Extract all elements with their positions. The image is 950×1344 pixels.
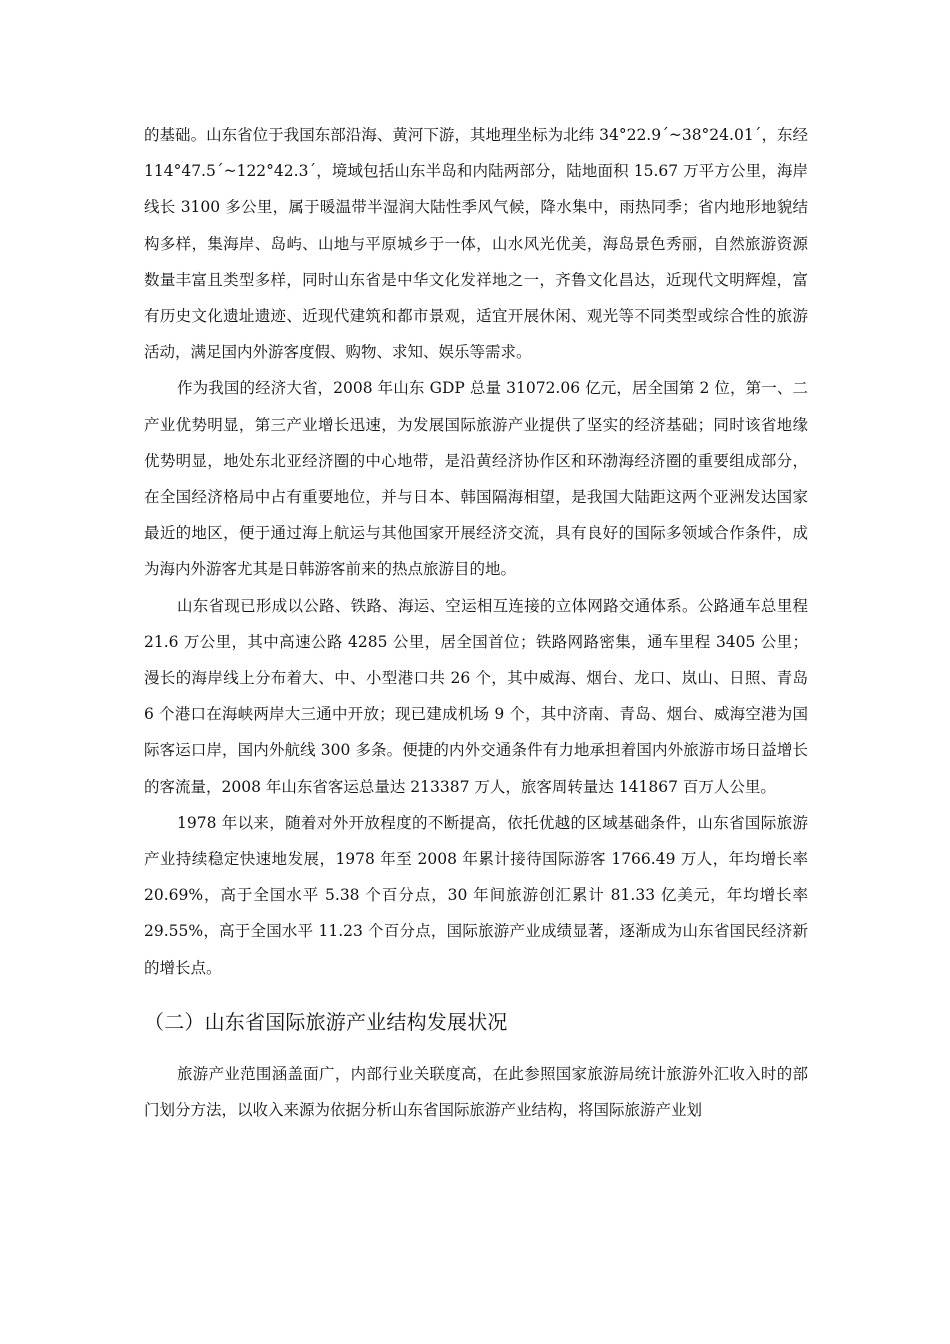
paragraph-tourism-growth: 1978 年以来，随着对外开放程度的不断提高，依托优越的区域基础条件，山东省国际旅游产业持续稳定快速地发展，1978 年至 2008 年累计接待国际游客 1766.49 万人，年均增长率 20.69%，高于全国水平 5.38 个百分点，30 年间旅游创汇累计 81.33 亿美元，年均增长率 29.55%，高于全国水平 11.23 个百分点，国际旅游产业成绩显著，逐渐成为山东省国民经济新的增长点。: [144, 813, 808, 977]
paragraph-geography: 的基础。山东省位于我国东部沿海、黄河下游，其地理坐标为北纬 34°22.9´~38°24.01´，东经 114°47.5´~122°42.3´，境域包括山东半岛和内陆两部分，陆地面积 15.67 万平方公里，海岸线长 3100 多公里，属于暖温带半湿润大陆性季风气候，降水集中，雨热同季；省内地形地貌结构多样，集海岸、岛屿、山地与平原城乡于一体，山水风光优美，海岛景色秀丽，自然旅游资源数量丰富且类型多样，同时山东省是中华文化发祥地之一，齐鲁文化昌达，近现代文明辉煌，富有历史文化遗址遗迹、近现代建筑和都市景观，适宜开展休闲、观光等不同类型或综合性的旅游活动，满足国内外游客度假、购物、求知、娱乐等需求。: [144, 126, 808, 362]
paragraph-transport: 山东省现已形成以公路、铁路、海运、空运相互连接的立体网路交通体系。公路通车总里程 21.6 万公里，其中高速公路 4285 公里，居全国首位；铁路网路密集，通车里程 3405 公里；漫长的海岸线上分布着大、中、小型港口共 26 个，其中威海、烟台、龙口、岚山、日照、青岛 6 个港口在海峡两岸大三通中开放；现已建成机场 9 个，其中济南、青岛、烟台、威海空港为国际客运口岸，国内外航线 300 多条。便捷的内外交通条件有力地承担着国内外旅游市场日益增长的客流量，2008 年山东省客运总量达 213387 万人，旅客周转量达 141867 百万人公里。: [144, 596, 808, 796]
paragraph-economy: 作为我国的经济大省，2008 年山东 GDP 总量 31072.06 亿元，居全国第 2 位，第一、二产业优势明显，第三产业增长迅速，为发展国际旅游产业提供了坚实的经济基础；同时该省地缘优势明显，地处东北亚经济圈的中心地带，是沿黄经济协作区和环渤海经济圈的重要组成部分，在全国经济格局中占有重要地位，并与日本、韩国隔海相望，是我国大陆距这两个亚洲发达国家最近的地区，便于通过海上航运与其他国家开展经济交流，具有良好的国际多领域合作条件，成为海内外游客尤其是日韩游客前来的热点旅游目的地。: [144, 379, 808, 579]
paragraph-industry-structure: 旅游产业范围涵盖面广，内部行业关联度高，在此参照国家旅游局统计旅游外汇收入时的部门划分方法，以收入来源为依据分析山东省国际旅游产业结构，将国际旅游产业划: [144, 1064, 808, 1120]
document-body: [144, 117, 808, 1128]
section-heading: （二）山东省国际旅游产业结构发展状况: [144, 1009, 508, 1034]
